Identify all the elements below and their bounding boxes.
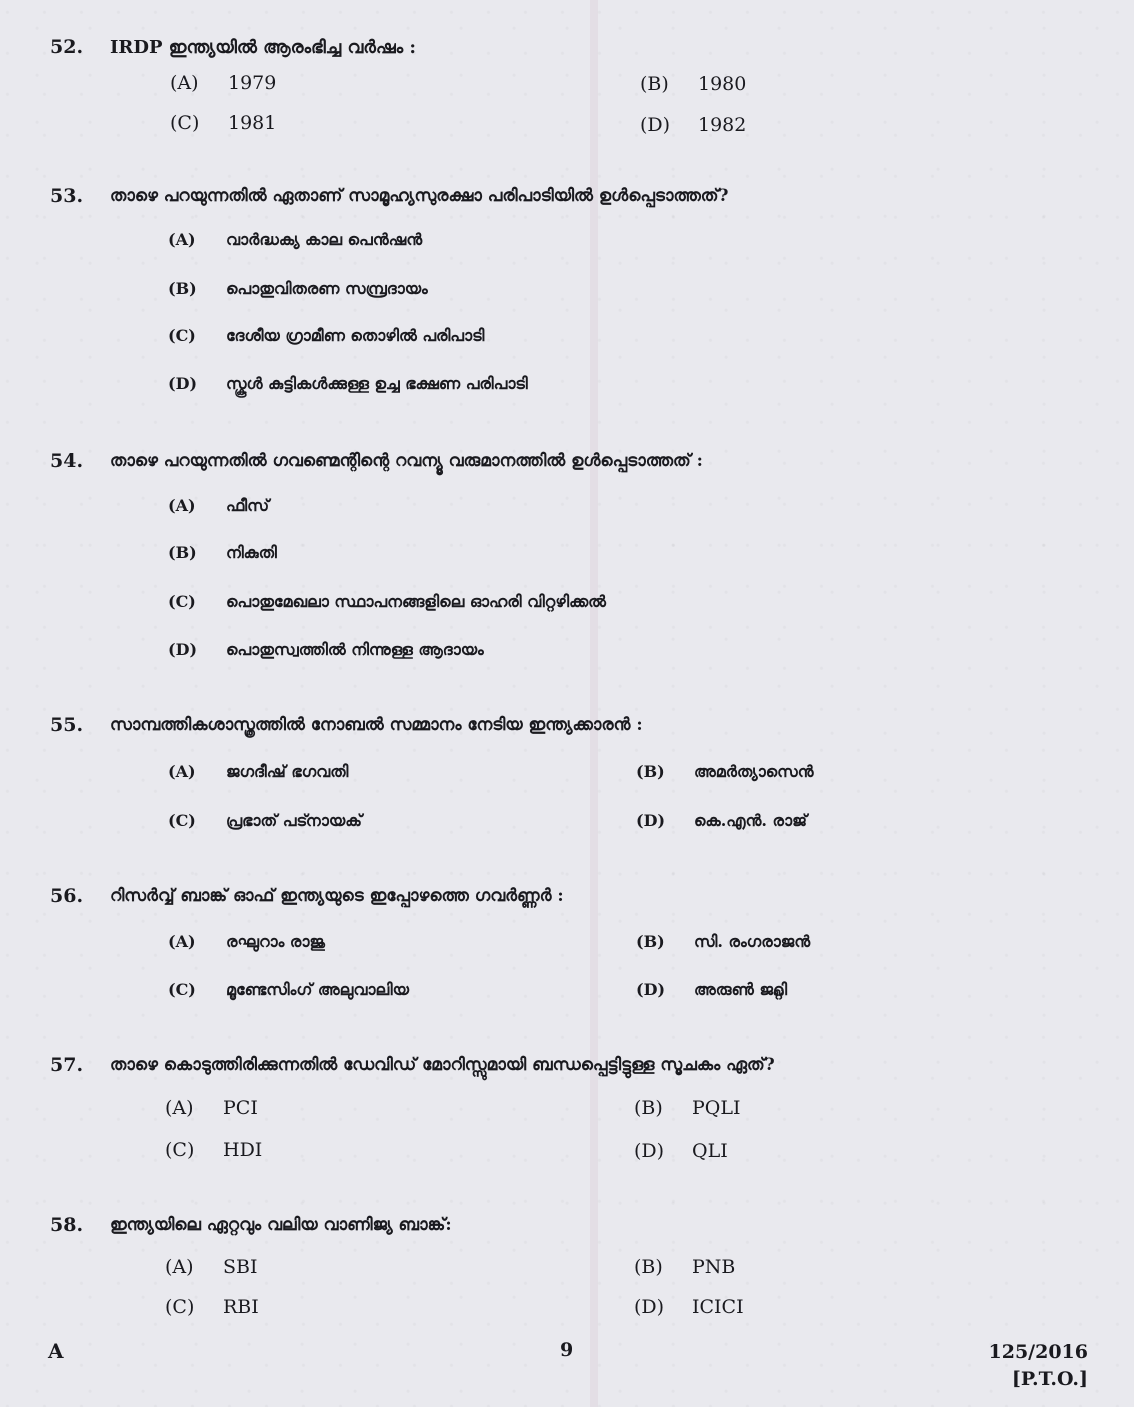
option-c: (C) പ്രഭാത് പട്നായക്	[168, 811, 362, 830]
option-b: (B) 1980	[640, 73, 747, 95]
question-number: 56.	[50, 885, 84, 907]
question-number: 58.	[50, 1214, 84, 1236]
option-c: (C) RBI	[165, 1296, 259, 1318]
question-number: 53.	[50, 185, 84, 207]
option-d: (D) 1982	[640, 114, 747, 136]
option-b: (B) നികുതി	[168, 543, 277, 562]
paper-fold-shade	[590, 0, 598, 1407]
option-a: (A) 1979	[170, 72, 277, 94]
question-number: 54.	[50, 450, 84, 472]
option-a: (A) PCI	[165, 1097, 258, 1119]
option-c: (C) HDI	[165, 1139, 263, 1161]
option-c: (C) മൂണ്ടേസിംഗ് അലുവാലിയ	[168, 980, 409, 999]
option-a: (A) ജഗദീഷ് ഭഗവതി	[168, 762, 349, 781]
option-c: (C) ദേശീയ ഗ്രാമീണ തൊഴിൽ പരിപാടി	[168, 326, 485, 345]
question-text: താഴെ പറയുന്നതിൽ ഏതാണ് സാമൂഹ്യസുരക്ഷാ പരിപാടിയിൽ ഉൾപ്പെടാത്തത്?	[110, 186, 729, 206]
question-text: റിസർവ്വ് ബാങ്ക് ഓഫ് ഇന്ത്യയുടെ ഇപ്പോഴത്തെ ഗവർണ്ണർ :	[110, 886, 564, 906]
option-d: (D) സ്കൂൾ കുട്ടികൾക്കുള്ള ഉച്ച ഭക്ഷണ പരിപാടി	[168, 374, 528, 393]
option-b: (B) PQLI	[634, 1097, 741, 1119]
option-b: (B) അമർത്യാസെൻ	[636, 762, 814, 781]
paper-code-block	[989, 1339, 1088, 1393]
question-number: 55.	[50, 714, 84, 736]
option-d: (D) പൊതുസ്വത്തിൽ നിന്നുള്ള ആദായം	[168, 640, 484, 659]
option-c: (C) 1981	[170, 112, 277, 134]
please-turn-over: [P.T.O.]	[1011, 1368, 1088, 1390]
option-d: (D) QLI	[634, 1140, 728, 1162]
question-text: ഇന്ത്യയിലെ ഏറ്റവും വലിയ വാണിജ്യ ബാങ്ക്:	[110, 1215, 452, 1235]
option-a: (A) ഫീസ്	[168, 496, 270, 515]
option-a: (A) SBI	[165, 1256, 258, 1278]
page-number: 9	[560, 1339, 574, 1361]
option-c: (C) പൊതുമേഖലാ സ്ഥാപനങ്ങളിലെ ഓഹരി വിറ്റഴിക്കൽ	[168, 592, 606, 611]
option-a: (A) രഘുറാം രാജു	[168, 932, 325, 951]
question-text: സാമ്പത്തികശാസ്ത്രത്തിൽ നോബൽ സമ്മാനം നേടിയ ഇന്ത്യക്കാരൻ :	[110, 715, 643, 735]
question-text: താഴെ കൊടുത്തിരിക്കുന്നതിൽ ഡേവിഡ് മോറിസ്സുമായി ബന്ധപ്പെട്ടിട്ടുള്ള സൂചകം ഏത്?	[110, 1055, 775, 1075]
series-code: A	[48, 1339, 64, 1363]
option-b: (B) PNB	[634, 1256, 736, 1278]
question-number: 57.	[50, 1054, 84, 1076]
question-paper-code: 125/2016	[988, 1341, 1088, 1363]
question-number: 52.	[50, 36, 84, 58]
option-d: (D) കെ.എൻ. രാജ്	[636, 811, 807, 830]
option-d: (D) ICICI	[634, 1296, 744, 1318]
option-d: (D) അരുൺ ജറ്റ്ലി	[636, 980, 788, 999]
question-text: താഴെ പറയുന്നതിൽ ഗവണ്മെന്റിന്റെ റവന്യൂ വരുമാനത്തിൽ ഉൾപ്പെടാത്തത് :	[110, 451, 703, 471]
option-a: (A) വാർദ്ധക്യ കാല പെൻഷൻ	[168, 230, 423, 249]
option-b: (B) പൊതുവിതരണ സമ്പ്രദായം	[168, 279, 428, 298]
question-text: IRDP ഇന്ത്യയിൽ ആരംഭിച്ച വർഷം :	[110, 37, 417, 58]
option-b: (B) സി. രംഗരാജൻ	[636, 932, 811, 951]
